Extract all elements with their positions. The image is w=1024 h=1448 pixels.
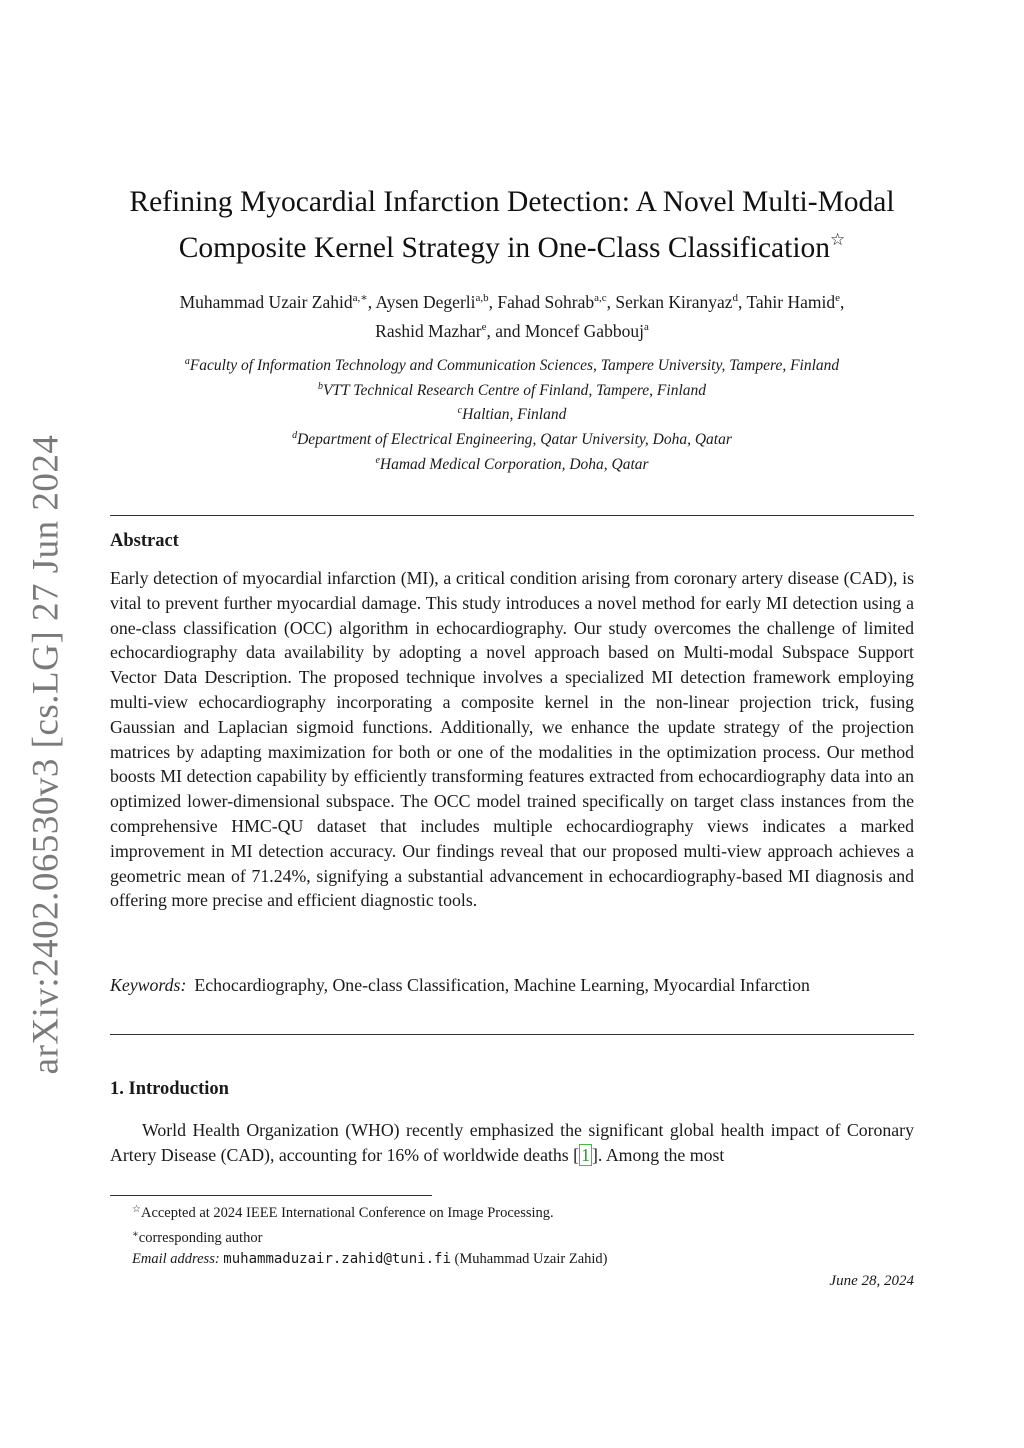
email-link[interactable]: muhammaduzair.zahid@tuni.fi	[223, 1251, 451, 1267]
keywords	[110, 973, 914, 998]
section-heading-introduction: 1. Introduction	[110, 1079, 229, 1099]
affiliation: $^d$Department of Electrical Engineering, Qatar University, Doha, Qatar	[292, 430, 732, 449]
paper-title	[110, 183, 914, 267]
affiliation: $^c$Haltian, Finland	[457, 405, 567, 424]
author: Moncef Gabbouj$^a$	[524, 320, 649, 341]
title-footnote-mark: ☆	[830, 230, 846, 249]
keywords-label: Keywords:	[110, 975, 187, 995]
footnote-rule	[110, 1195, 432, 1196]
author: Serkan Kiranyaz$^d$,	[615, 292, 747, 312]
footnote-corresponding: ∗corresponding author	[132, 1229, 263, 1246]
title-line-1: Refining Myocardial Infarction Detection: A Novel Multi-Modal	[129, 186, 895, 218]
footnote-email: Email address: muhammaduzair.zahid@tuni.fi (Muhammad Uzair Zahid)	[132, 1251, 608, 1267]
affiliation: $^e$Hamad Medical Corporation, Doha, Qatar	[375, 454, 649, 473]
footnote-accepted: ☆Accepted at 2024 IEEE International Conference on Image Processing.	[132, 1204, 554, 1221]
author: Tahir Hamid$^e$,	[746, 292, 845, 312]
citation-link[interactable]: 1	[581, 1144, 590, 1165]
introduction-paragraph: World Health Organization (WHO) recently emphasized the significant global health impact of Coronary Artery Disease (CAD), accounting for 16% of worldwide deaths [ 1 ]. Among the most	[110, 1120, 914, 1165]
abstract-text: Early detection of myocardial infarction (MI), a critical condition arising from coronary artery disease (CAD), is vital to prevent further myocardial damage. This study introduces a novel method for early MI detection using a one-class classification (OCC) algorithm in echocardiography. Our study overcomes the challenge of limited echocardiography data availability by adopting a novel approach based on Multi-modal Subspace Support Vector Data Description. The proposed technique involves a specialized MI detection framework employing multi-view echocardiography incorporating a composite kernel in the non-linear projection trick, fusing Gaussian and Laplacian sigmoid functions. Additionally, we enhance the update strategy of the projection matrices by adapting maximization for both or one of the modalities in the optimization process. Our method boosts MI detection capability by efficiently transforming features extracted from echocardiography data into an optimized lower-dimensional subspace. The OCC model trained specifically on target class instances from the comprehensive HMC-QU dataset that includes multiple echocardiography views indicates a marked improvement in MI detection accuracy. Our findings reveal that our proposed multi-view approach achieves a geometric mean of 71.24%, signifying a substantial advancement in echocardiography-based MI diagnosis and offering more precise and efficient diagnostic tools.	[110, 568, 914, 911]
author: Fahad Sohrab$^{a,c}$,	[497, 292, 616, 312]
arxiv-identifier: arXiv:2402.06530v3 [cs.LG] 27 Jun 2024	[25, 434, 67, 1074]
author: Aysen Degerli$^{a,b}$,	[375, 292, 498, 312]
preprint-date: June 28, 2024	[829, 1273, 914, 1289]
author-list	[110, 286, 914, 343]
abstract-bottom-rule	[110, 1034, 914, 1035]
arxiv-sidebar	[16, 434, 76, 1074]
affiliation: $^a$Faculty of Information Technology and Communication Sciences, Tampere University, Tampere, Finland	[184, 356, 840, 374]
author: Muhammad Uzair Zahid$^{a,∗}$,	[179, 292, 376, 312]
keywords-text: Echocardiography, One-class Classification, Machine Learning, Myocardial Infarction	[194, 975, 810, 995]
title-line-2: Composite Kernel Strategy in One-Class Classification☆	[178, 230, 846, 264]
abstract-top-rule	[110, 515, 914, 516]
affiliation: $^b$VTT Technical Research Centre of Finland, Tampere, Finland	[317, 380, 707, 399]
author: Rashid Mazhar$^e$, and	[375, 320, 525, 341]
abstract-heading: Abstract	[110, 531, 179, 551]
affiliation-list	[110, 352, 914, 476]
footnotes	[132, 1199, 914, 1270]
